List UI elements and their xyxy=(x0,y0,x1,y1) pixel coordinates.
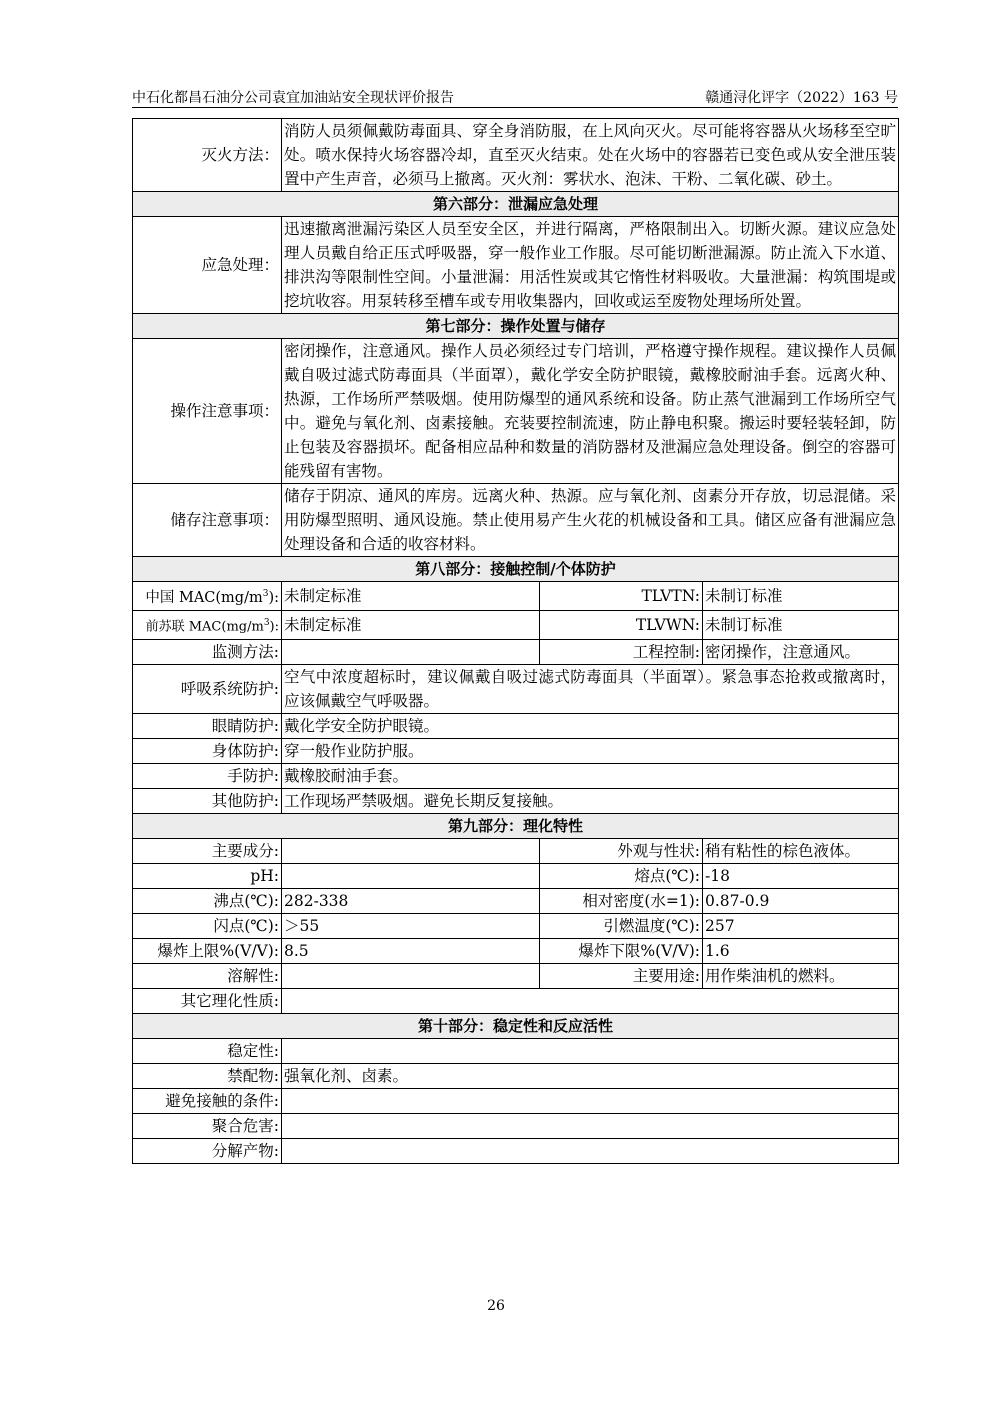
engineering-label: 工程控制: xyxy=(540,640,703,665)
property-value xyxy=(282,864,540,889)
report-number: 赣通浔化评字（2022）163 号 xyxy=(705,90,898,106)
operation-row xyxy=(133,339,899,484)
section-10-header xyxy=(133,1014,899,1039)
property-label: 外观与性状: xyxy=(540,839,703,864)
other-property-row xyxy=(133,989,899,1014)
report-title: 中石化都昌石油分公司袁宜加油站安全现状评价报告 xyxy=(132,90,454,106)
page-header xyxy=(132,87,898,108)
property-row xyxy=(133,839,899,864)
page-number: 26 xyxy=(487,1298,505,1314)
stability-row xyxy=(133,1114,899,1139)
stability-label: 稳定性: xyxy=(133,1039,282,1064)
su-mac-value: 未制定标准 xyxy=(282,610,540,639)
body-label: 身体防护: xyxy=(133,739,282,764)
monitor-value xyxy=(282,640,540,665)
tlvwn-value: 未制订标准 xyxy=(703,610,899,639)
stability-row xyxy=(133,1089,899,1114)
other-protection-value: 工作现场严禁吸烟。避免长期反复接触。 xyxy=(282,789,899,814)
tlvwn-label: TLVWN: xyxy=(540,610,703,639)
property-row xyxy=(133,964,899,989)
respiratory-value: 空气中浓度超标时，建议佩戴自吸过滤式防毒面具（半面罩）。紧急事态抢救或撤离时，应该佩戴空气呼吸器。 xyxy=(282,665,899,714)
hand-row xyxy=(133,764,899,789)
mac-cn-row xyxy=(133,582,899,611)
stability-label: 分解产物: xyxy=(133,1139,282,1164)
property-value: 0.87-0.9 xyxy=(703,889,899,914)
property-value: ＞55 xyxy=(282,914,540,939)
hand-value: 戴橡胶耐油手套。 xyxy=(282,764,899,789)
stability-value xyxy=(282,1139,899,1164)
property-label: 爆炸下限%(V/V): xyxy=(540,939,703,964)
stability-label: 禁配物: xyxy=(133,1064,282,1089)
mac-su-row xyxy=(133,610,899,639)
stability-value xyxy=(282,1089,899,1114)
monitor-row xyxy=(133,640,899,665)
monitor-label: 监测方法: xyxy=(133,640,282,665)
stability-value xyxy=(282,1114,899,1139)
emergency-text: 迅速撤离泄漏污染区人员至安全区，并进行隔离，严格限制出入。切断火源。建议应急处理人员戴自给正压式呼吸器，穿一般作业工作服。尽可能切断泄漏源。防止流入下水道、排洪沟等限制性空间。小量泄漏：用活性炭或其它惰性材料吸收。大量泄漏：构筑围堤或挖坑收容。用泵转移至槽车或专用收集器内，回收或运至废物处理场所处置。 xyxy=(282,217,899,314)
storage-label: 储存注意事项： xyxy=(133,484,282,557)
other-property-label: 其它理化性质: xyxy=(133,989,282,1014)
hand-label: 手防护: xyxy=(133,764,282,789)
eye-value: 戴化学安全防护眼镜。 xyxy=(282,714,899,739)
operation-text: 密闭操作，注意通风。操作人员必须经过专门培训，严格遵守操作规程。建议操作人员佩戴自吸过滤式防毒面具（半面罩），戴化学安全防护眼镜，戴橡胶耐油手套。远离火种、热源，工作场所严禁吸烟。使用防爆型的通风系统和设备。防止蒸气泄漏到工作场所空气中。避免与氧化剂、卤素接触。充装要控制流速，防止静电积聚。搬运时要轻装轻卸，防止包装及容器损坏。配备相应品种和数量的消防器材及泄漏应急处理设备。倒空的容器可能残留有害物。 xyxy=(282,339,899,484)
stability-row xyxy=(133,1139,899,1164)
property-label: 爆炸上限%(V/V): xyxy=(133,939,282,964)
fire-fighting-label: 灭火方法： xyxy=(133,119,282,192)
tlvtn-value: 未制订标准 xyxy=(703,582,899,611)
property-value: -18 xyxy=(703,864,899,889)
property-label: 沸点(℃): xyxy=(133,889,282,914)
property-label: 闪点(℃): xyxy=(133,914,282,939)
property-label: 主要用途: xyxy=(540,964,703,989)
stability-label: 聚合危害: xyxy=(133,1114,282,1139)
other-property-value xyxy=(282,989,899,1014)
su-mac-label: 前苏联 $MAC(mg/m^3)$: xyxy=(133,610,282,639)
property-row xyxy=(133,864,899,889)
cn-mac-value: 未制定标准 xyxy=(282,582,540,611)
property-value: 稍有粘性的棕色液体。 xyxy=(703,839,899,864)
tlvtn-label: TLVTN: xyxy=(540,582,703,611)
other-protection-row xyxy=(133,789,899,814)
stability-row xyxy=(133,1064,899,1089)
section-9-header xyxy=(133,814,899,839)
property-row xyxy=(133,914,899,939)
cn-mac-label: 中国 $MAC(mg/m^3)$: xyxy=(133,582,282,611)
section-7-header xyxy=(133,314,899,339)
property-row xyxy=(133,939,899,964)
section-9-title: 第九部分：理化特性 xyxy=(133,814,899,839)
stability-row xyxy=(133,1039,899,1064)
other-protection-label: 其他防护: xyxy=(133,789,282,814)
section-10-title: 第十部分：稳定性和反应活性 xyxy=(133,1014,899,1039)
emergency-row xyxy=(133,217,899,314)
property-value xyxy=(282,839,540,864)
property-row xyxy=(133,889,899,914)
body-row xyxy=(133,739,899,764)
property-value: 257 xyxy=(703,914,899,939)
storage-text: 储存于阴凉、通风的库房。远离火种、热源。应与氧化剂、卤素分开存放，切忌混储。采用防爆型照明、通风设施。禁止使用易产生火花的机械设备和工具。储区应备有泄漏应急处理设备和合适的收容材料。 xyxy=(282,484,899,557)
msds-table xyxy=(132,118,899,1164)
eye-label: 眼睛防护: xyxy=(133,714,282,739)
property-value: 1.6 xyxy=(703,939,899,964)
storage-row xyxy=(133,484,899,557)
section-6-header xyxy=(133,192,899,217)
section-8-header xyxy=(133,557,899,582)
property-value: 8.5 xyxy=(282,939,540,964)
property-label: 熔点(℃): xyxy=(540,864,703,889)
property-label: pH: xyxy=(133,864,282,889)
section-6-title: 第六部分：泄漏应急处理 xyxy=(133,192,899,217)
property-label: 相对密度(水=1): xyxy=(540,889,703,914)
stability-value xyxy=(282,1039,899,1064)
section-7-title: 第七部分：操作处置与储存 xyxy=(133,314,899,339)
respiratory-row xyxy=(133,665,899,714)
body-value: 穿一般作业防护服。 xyxy=(282,739,899,764)
property-label: 引燃温度(℃): xyxy=(540,914,703,939)
stability-value: 强氧化剂、卤素。 xyxy=(282,1064,899,1089)
property-value xyxy=(282,964,540,989)
property-label: 主要成分: xyxy=(133,839,282,864)
operation-label: 操作注意事项： xyxy=(133,339,282,484)
fire-fighting-text: 消防人员须佩戴防毒面具、穿全身消防服，在上风向灭火。尽可能将容器从火场移至空旷处。喷水保持火场容器冷却，直至灭火结束。处在火场中的容器若已变色或从安全泄压装置中产生声音，必须马上撤离。灭火剂：雾状水、泡沫、干粉、二氧化碳、砂土。 xyxy=(282,119,899,192)
property-value: 用作柴油机的燃料。 xyxy=(703,964,899,989)
property-label: 溶解性: xyxy=(133,964,282,989)
fire-fighting-row xyxy=(133,119,899,192)
emergency-label: 应急处理： xyxy=(133,217,282,314)
property-value: 282-338 xyxy=(282,889,540,914)
engineering-value: 密闭操作，注意通风。 xyxy=(703,640,899,665)
eye-row xyxy=(133,714,899,739)
section-8-title: 第八部分：接触控制/个体防护 xyxy=(133,557,899,582)
stability-label: 避免接触的条件: xyxy=(133,1089,282,1114)
respiratory-label: 呼吸系统防护: xyxy=(133,665,282,714)
